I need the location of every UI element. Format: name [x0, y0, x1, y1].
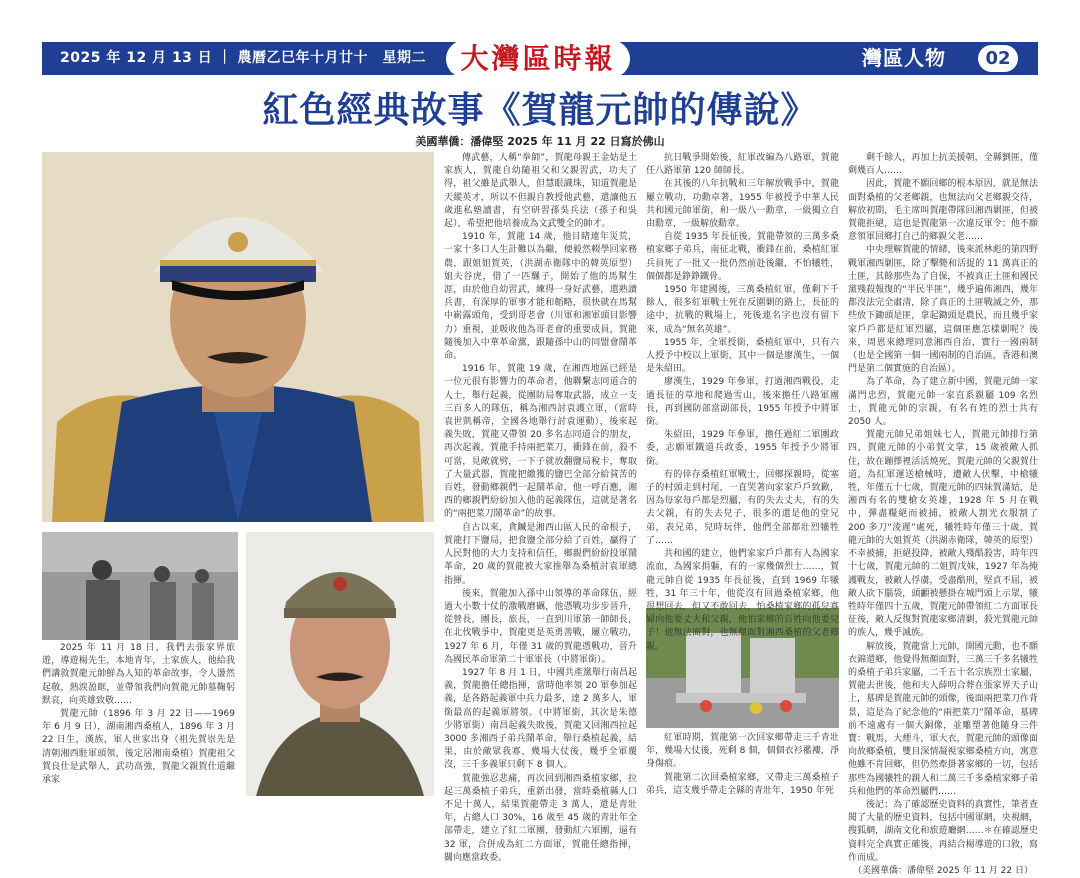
paragraph: 中央理解賀龍的情緒，後來派林彪的第四野戰軍湘西剿匪，除了擊斃和活捉的 11 萬真正的土匪，其餘那些為了自保，不被真正土匪和國民黨殘殺報復的“半民半匪”，幾乎遍佈湘西，幾年都沒法完全肅清，除了真正的土匪戰滅之外，那些放下鋤頭是匪，拿起鋤頭是農民，而且幾乎家家戶戶都是紅軍烈屬，這個匪應怎樣剿呢？後來，周恩來總理同意湘西自治，實行一國兩制（也是全國第一個一國兩制的自治區，香港和澳門是第二個實施的自治區）。	[848, 245, 1038, 375]
portrait-photo-uniform	[42, 152, 434, 522]
paragraph: 共和國的建立，他們家家戶戶都有人為國家流血，為國家捐軀，有的一家幾個烈士……，賀龍元帥自從 1935 年長征後，直到 1969 年犧牲，31 年三十年，他從沒有回過桑植家鄉，他很想回去，但又不敢回去，怕桑植家鄉的孤兒寡婦向他要丈夫和父親，他怕家鄉的百姓向他要兒子！他無法面對，也無顏面對湘西桑植的父老鄉親。	[646, 549, 839, 652]
historical-bw-photo	[42, 532, 238, 640]
paragraph: 1916 年，賀龍 19 歲，在湘西地區已經是一位元很有影響力的革命者，他聯繫志同道合的人士，舉行起義，從團防局奪取武器，成立一支三百多人的隊伍，稱為湘西討袁護立軍，（當時袁世凱稱帝，全國各地舉行討袁運動），後來起義失敗，賀龍又帶領 20 多名志同道合的朋友，再次起義，賀龍手持兩把菜刀，衝鋒在前，殺不可當，見敵就劈，一下子就放翻鹽局稅卡，奪取了大量武器，賀龍把繳獲的鹽巴全部分給貧苦的百姓，發動鄉親們一起鬧革命，他一呼百應，湘西的鄉親們紛紛加入他的起義隊伍，這就是著名的“兩把菜刀鬧革命”的故事。	[444, 364, 637, 520]
paragraph: 抗日戰爭開始後，紅軍改編為八路軍，賀龍任八路軍第 120 師師長。	[646, 153, 839, 177]
article-column-4	[848, 152, 1038, 876]
paragraph: 1955 年，全軍授銜，桑植紅軍中，只有六人授予中校以上軍銜，其中一個是廖漢生，一個是朱紹田。	[646, 337, 839, 375]
article-byline: 美國華僑：潘偉堅 2025 年 11 月 22 日寫於佛山	[415, 135, 665, 148]
article-column-1	[42, 642, 235, 802]
paragraph: 賀龍元帥（1896 年 3 月 22 日——1969 年 6 月 9 日），湖南湘西桑植人，1896 年 3 月 22 日生，漢族，軍人世家出身（祖先賀崇先是清朝湘西駐軍頭領，後定居湘南桑植）賀龍祖父賀良仕是武舉人，武功高強，賀龍父親賀仕道繼承家	[42, 709, 235, 786]
signature-line: （美國華僑：潘偉堅 2025 年 11 月 22 日）	[853, 865, 1033, 876]
newspaper-masthead: 大灣區時報	[460, 42, 616, 75]
paragraph: 自古以來，貪贓是湘西山區人民的命根子，賀龍打下鹽局，把食鹽全部分給了百姓，贏得了人民對他的大力支持和信任，鄉親們紛紛投軍鬧革命，20 歲的賀龍被大家推舉為桑植討袁軍總指揮。	[444, 522, 637, 586]
date-line: 2025 年 12 月 13 日 ｜ 農曆乙巳年十月廿十 星期二	[60, 50, 427, 66]
paragraph: 紅軍時期，賀龍第一次回家鄉帶走三千青壯年，幾場大仗後，死剩 8 個，個個衣衫襤褸，淨身傷痕。	[646, 733, 839, 770]
paragraph: 2025 年 11 月 18 日，我們去張家界旅遊，導遊楊先生，本地青年，土家族人，他給我們講敘賀龍元帥鮮為人知的革命故事，令人盪然起敬，熱淚盈眶，並帶領我們向賀龍元帥墓鞠躬默哀，向英雄致敬……	[42, 643, 235, 706]
paragraph: 後來，賀龍加入孫中山領導的革命隊伍，經過大小數十仗的激戰磨礪，他憑戰功步步晉升，從營長，團長，旅長，一直到川軍第一師師長，在北伐戰爭中，賀龍更是英勇善戰，屢立戰功，1927 年 6 月，年僅 31 歲的賀龍憑戰功，晉升為國民革命軍第二十軍軍長（中將軍銜）。	[444, 588, 637, 665]
article-title: 紅色經典故事《賀龍元帥的傳說》	[262, 89, 818, 131]
paragraph: 朱紹田，1929 年參軍，擔任過紅二軍團政委，志願軍鐵道兵政委，1955 年授予少將軍銜。	[646, 430, 839, 467]
paragraph: 1910 年，賀龍 14 歲，他目睹連年災荒，一家十多口人生計難以為繼，便毅然輟學回家務農，跟姐姐賀英，（洪湖赤衛隊中的韓英原型）姐夫谷虎，借了一匹騾子，開始了他的馬幫生涯，由於他自幼習武，練得一身好武藝，還熟讀兵書，有深厚的軍事才能和韜略，很快就在馬幫中嶄露頭角，受到哥老會（川軍和湘軍頭目影響力）重視，並吸收他為哥老會的重要成員，賀龍隨後加入中華革命黨，跟隨孫中山的同盟會鬧革命。	[444, 232, 637, 362]
paragraph: 廖漢生，1929 年參軍，打過湘西戰役，走過長征的草地和爬過雪山，後來擔任八路軍團長，再到國防部當副部長，1955 年授予中將軍銜。	[646, 377, 839, 428]
paragraph: 剩千餘人，再加上抗美援朝，全縣劉匪，僅剩幾百人……	[848, 153, 1038, 177]
paragraph: 解放後，賀龍當上元帥，開國元勳，也不願衣錦還鄉，他覺得無顏面對，三萬三千多名犧牲的桑植子弟兵家屬，二千五十名宗族烈士家屬，賀龍去世後，他和夫人薛明合葬在張家界天子山上，墓碑是賀龍元帥的頭像，後面兩把菜刀作背景，這是為了紀念他的“兩把菜刀”鬧革命，墓碑前不遠處有一個大銅像，並雕塑著他隨身三件寶：戰馬，大煙斗，軍大衣，賀龍元帥的頭像面向故鄉桑植，雙目深情凝視家鄉桑植方向，寓意他雖不肯回鄉，但仍然牽掛著家鄉的一切，包括那些為國犧牲的親人和二萬三千多桑植家鄉子弟兵和他們的革命烈屬們……	[848, 641, 1038, 797]
paragraph: 賀龍強忍悲痛，再次回到湘西桑植家鄉，拉起三萬桑植子弟兵，重新出發，當時桑植縣人口不足十萬人，結果賀龍帶走 3 萬人，還是青壯年，占總人口 30%，16 歲至 45 歲的青壯年全部帶走，建立了紅二軍團，發動紅六軍團，逼有 32 軍，合併成為紅二方面軍，賀龍任總指揮，關向應當政委。	[444, 773, 637, 863]
paragraph: 1927 年 8 月 1 日，中國共產黨舉行南昌起義，賀龍擔任總指揮，當時他率領 20 軍參加起義，是各路起義軍中兵力最多，達 2 萬多人，軍銜最高的起義軍將領。（中將軍銜，其次是朱德少將軍銜）南昌起義失敗後，賀龍又回湘西拉起 3000 多湘西子弟兵鬧革命，舉行桑植起義，結果，由於敵眾我寡，幾場大仗後，幾乎全軍覆沒，三千多義軍只剩下 8 個人。	[444, 667, 637, 771]
article-column-3-lower	[646, 732, 839, 800]
paragraph: 1950 年建國後，三萬桑植紅軍，僅剩下千餘人，很多紅軍戰士死在反圍剿的路上，長征的途中，抗戰的戰場上，死後連名字也沒有留下來，成為“無名英雄”。	[646, 285, 839, 335]
paragraph: 賀龍第二次回桑植家鄉，又帶走三萬桑植子弟兵，這支幾乎帶走全縣的青壯年，1950 年死	[646, 772, 839, 796]
article-column-2	[444, 152, 637, 863]
paragraph: 因此，賀龍不願回鄉的根本原因，就是無法面對桑植的父老鄉親，也無法向父老鄉親交待，解放初期，毛主席叫賀龍帶隊回湘西剿匪，但被賀龍拒絕，這也是賀龍第一次違反軍令；他不願意領軍回鄉打自己的鄉親父老……	[848, 179, 1038, 243]
page-number: 02	[978, 45, 1018, 72]
section-title: 灣區人物	[862, 46, 946, 70]
paragraph: 為了革命，為了建立新中國，賀龍元帥一家滿門忠烈，賀龍元帥一家直系親屬 109 名烈士，賀龍元帥的宗親，有名有姓的烈士共有 2050 人。	[848, 377, 1038, 428]
paragraph: 在其後的八年抗戰和三年解放戰爭中，賀龍屢立戰功，功勳卓著，1955 年被授予中華人民共和國元帥軍銜，和一級八一勳章，一級獨立自由勳章，一級解放勳章。	[646, 179, 839, 230]
article-column-3	[646, 152, 839, 652]
paragraph: 賀龍元帥兄弟姐妹七人，賀龍元帥排行第四，賀龍元帥的小弟賀文掌，15 歲被敵人抓住，故在蹦擇裡活活燒死，賀龍元帥的父親賀仕道，為紅軍運送槍械時，遭敵人伏擊，中槍犧牲，年僅五十七歲，賀龍元帥的四妹賀滿姑，是湘西有名的雙槍女英雄，1928 年 5 月在戰中，彈盡糧絕而被捕，被敵人割光衣服割了 200 多刀“淩遲”處死，犧牲時年僅三十歲，賀龍元帥的大姐賀英（洪湖赤衛隊，韓英的原型）不幸被捕，拒絕投降，被敵人殘酷殺害，時年四十七歲，賀龍元帥的二姐賀戊妹，1927 年為掩護戰友，被敵人俘虜，受盡酷刑，堅貞不屈，被敵人砍下腦袋，頭顱被懸掛在城門頭上示眾，犧牲時年僅四十五歲，賀龍元帥帶領紅二方面軍長征後，敵人反復對賀龍家鄉清剿，殺光賀龍元帥的族人，幾乎滅族。	[848, 430, 1038, 639]
portrait-photo-cap	[246, 532, 434, 796]
portrait-illustration	[42, 152, 434, 522]
paragraph: 有的倖存桑植紅軍戰士，回鄉探親時，從塞子的村頭走到村尾，一直哭著向家家戶戶致歉，因為每家每戶都是烈屬，有的失去丈夫，有的失去父親，有的失去兒子，很多的還是他的堂兄弟，表兄弟，兒時玩伴，他們全部都壯烈犧牲了……	[646, 469, 839, 546]
paragraph: 傳武藝，人稱“拳師”，賀龍母親王金姑是土家族人，賀龍自幼隨祖父和父親習武，功夫了得，祖父雖是武舉人，但慧眼識珠，知道賀龍是天縱英才，所以不但親自教授他武藝，還讓他五歲進私塾讀書，有空研習孫吳兵法（孫子和吳起），希望把他培養成為文武雙全的帥才。	[444, 153, 637, 230]
paragraph: 後記；為了確認歷史資料的真實性，筆者查閱了大量的歷史資料，包括中國軍網，央視網，搜狐網，湖南文化和旅遊廳網……＊在確認歷史資料完全真實正確後，再結合楊導遊的口敘，寫作而成。	[848, 799, 1038, 863]
paragraph: 自從 1935 年長征後，賀龍帶領的三萬多桑植家鄉子弟兵，南征北戰，衝鋒在前，桑植紅軍兵員死了一批又一批仍然前赴後繼，不怕犧牲，個個都是錚錚鐵骨。	[646, 232, 839, 282]
